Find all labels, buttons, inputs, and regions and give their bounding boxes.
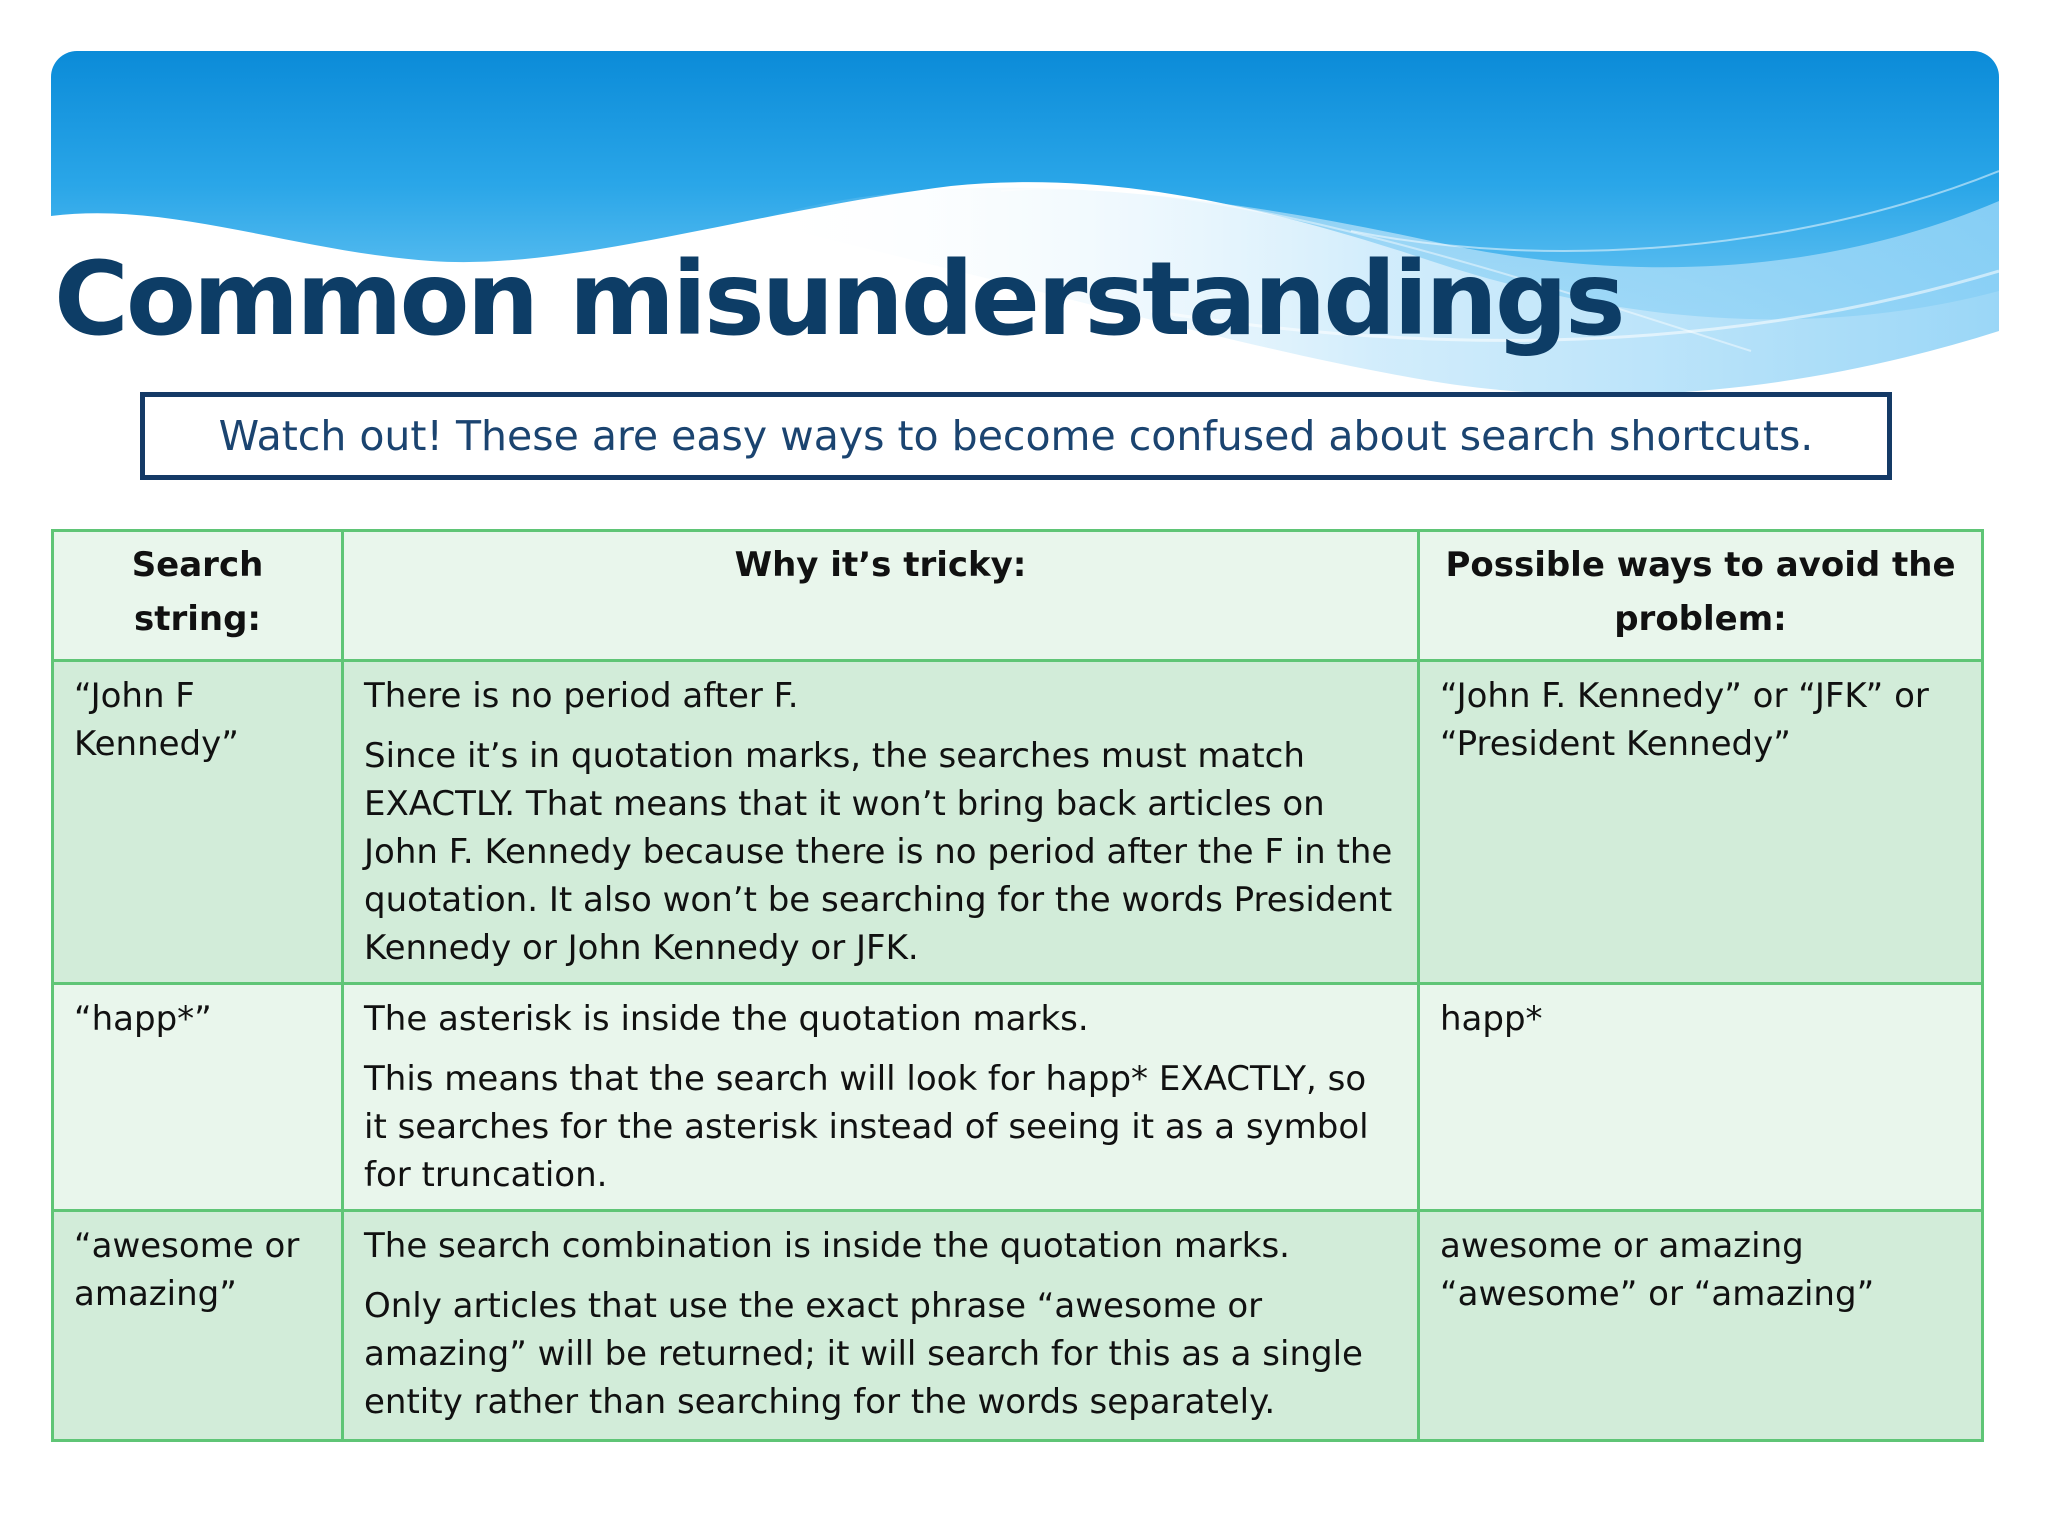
cell-why-tricky	[343, 984, 1419, 1211]
why-line-1: The search combination is inside the quotation marks.	[364, 1226, 1290, 1266]
avoid-line-1: happ*	[1440, 999, 1543, 1039]
avoid-line-1: awesome or amazing	[1440, 1226, 1804, 1266]
table-header-row	[53, 531, 1983, 661]
header-search-string: Search string:	[53, 531, 343, 661]
cell-avoid	[1419, 1211, 1983, 1441]
search-string-text: “happ*”	[74, 999, 212, 1039]
why-line-2: Since it’s in quotation marks, the searches must match EXACTLY. That means that it won’t bring back articles on John F. Kennedy because there is no period after the F in the quotation. It also won’t be searching for the words President Kennedy or John Kennedy or JFK.	[364, 736, 1393, 968]
search-string-text: “John F Kennedy”	[74, 676, 239, 764]
cell-why-tricky	[343, 1211, 1419, 1441]
callout-text: Watch out! These are easy ways to become confused about search shortcuts.	[218, 412, 1814, 460]
cell-avoid	[1419, 984, 1983, 1211]
avoid-line-2: “awesome” or “amazing”	[1440, 1274, 1875, 1314]
table-row	[53, 1211, 1983, 1441]
why-line-2: This means that the search will look for happ* EXACTLY, so it searches for the asterisk instead of seeing it as a symbol for truncation.	[364, 1059, 1369, 1195]
callout-box	[140, 392, 1892, 480]
misunderstandings-table	[51, 529, 1984, 1442]
search-string-text: “awesome or amazing”	[74, 1226, 300, 1314]
why-line-1: The asterisk is inside the quotation marks.	[364, 999, 1089, 1039]
header-avoid: Possible ways to avoid the problem:	[1419, 531, 1983, 661]
avoid-line-1: “John F. Kennedy” or “JFK” or “President Kennedy”	[1440, 676, 1929, 764]
cell-avoid	[1419, 661, 1983, 984]
why-line-1: There is no period after F.	[364, 676, 799, 716]
cell-search-string	[53, 661, 343, 984]
cell-search-string	[53, 984, 343, 1211]
cell-search-string	[53, 1211, 343, 1441]
cell-why-tricky	[343, 661, 1419, 984]
why-line-2: Only articles that use the exact phrase “awesome or amazing” will be returned; it will search for this as a single entity rather than searching for the words separately.	[364, 1286, 1363, 1422]
slide-title: Common misunderstandings	[54, 240, 1623, 359]
header-why-tricky: Why it’s tricky:	[343, 531, 1419, 661]
table-row	[53, 984, 1983, 1211]
table-row	[53, 661, 1983, 984]
